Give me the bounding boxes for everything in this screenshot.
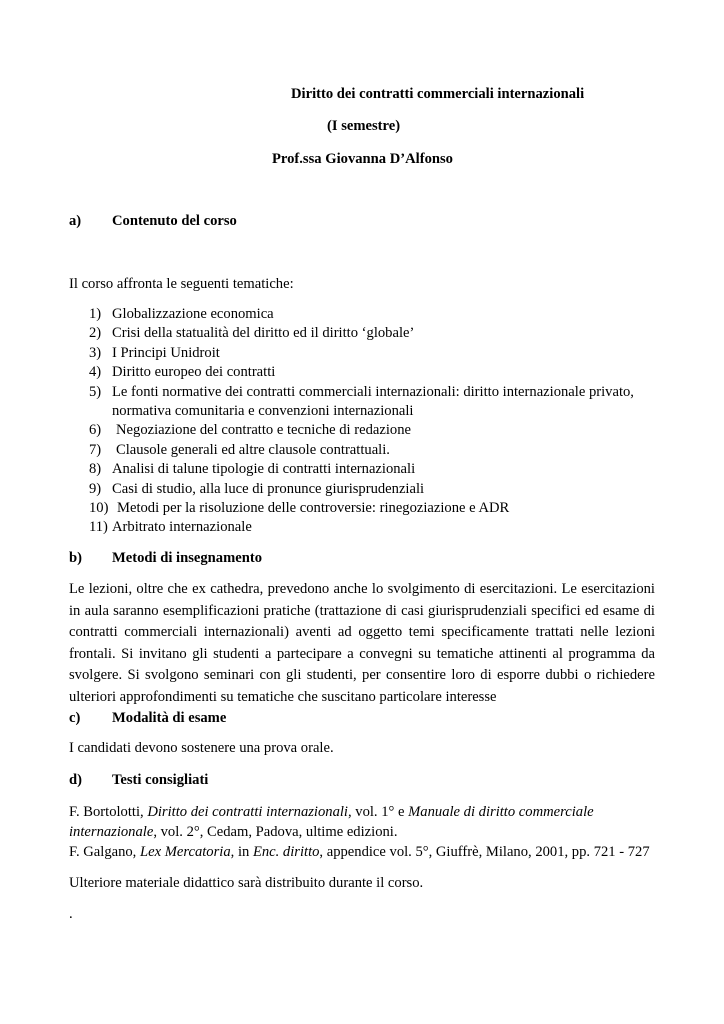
reference-detail: , vol. 1° e [347,804,409,820]
list-item [89,499,659,518]
list-item [89,518,659,537]
list-item-text: Clausole generali ed altre clausole contrattuali. [116,441,390,458]
list-item [89,460,659,479]
section-b-title: Metodi di insegnamento [112,550,262,566]
list-item-number: 6) [89,422,102,439]
paragraph-line: Le lezioni, oltre che ex cathedra, prevedono anche lo svolgimento di esercitazioni. Le esercitazioni [69,581,655,597]
list-item-text: Diritto europeo dei contratti [112,364,276,381]
reference-2 [69,842,650,862]
reference-author: F. Bortolotti, [69,804,148,820]
reference-detail: , vol. 2°, Cedam, Padova, ultime edizioni. [153,824,398,840]
list-item-text: Arbitrato internazionale [112,519,252,536]
list-item-number: 1) [89,306,102,322]
section-d-title: Testi consigliati [112,772,209,788]
paragraph-line: contratti commerciali internazionali) aventi ad oggetto temi specificamente trattati nelle lezioni [69,624,655,640]
reference-1 [69,802,650,822]
list-item-text: Metodi per la risoluzione delle controversie: rinegoziazione e ADR [117,499,510,516]
list-item-text-line2: normativa comunitaria e convenzioni internazionali [112,402,414,419]
teaching-methods-paragraph [69,579,655,708]
list-item-text-line1: Le fonti normative dei contratti commerciali internazionali: diritto internazionale privato, [112,383,634,400]
semester-label: (I semestre) [327,118,401,134]
list-item [89,324,659,343]
references [69,802,650,862]
list-item [89,383,659,422]
list-item-number: 7) [89,441,102,458]
reference-work-title: Manuale di diritto commerciale [408,804,594,820]
professor-name: Prof.ssa Giovanna D’Alfonso [272,151,453,167]
list-item-number: 2) [89,325,102,342]
list-item-number: 8) [89,461,102,478]
list-item-number: 11) [89,519,108,536]
list-item [89,305,659,324]
section-c-letter: c) [69,710,81,726]
list-item-text: Casi di studio, alla luce di pronunce giurisprudenziali [112,480,425,497]
list-item [89,421,659,440]
list-item [89,441,659,460]
paragraph-line: svolgere. Si svolgono seminari con gli studenti, per consentire loro di esporre dubbi o richiedere [69,667,655,683]
list-item [89,480,659,499]
reference-work-title: Enc. diritto [252,844,320,860]
list-item-number: 5) [89,383,102,400]
section-d-letter: d) [69,772,82,788]
reference-detail: , appendice vol. 5°, Giuffrè, Milano, 2001, pp. 721 - 727 [319,844,650,860]
list-item-text: I Principi Unidroit [112,344,220,361]
section-a-title: Contenuto del corso [112,213,237,229]
paragraph-line: in aula saranno esemplificazioni pratiche (trattazione di casi giurisprudenziali specifici ed esame di [69,602,655,619]
reference-work-title: Diritto dei contratti internazionali [147,804,348,820]
reference-work-title: internazionale [69,824,154,840]
list-item-number: 4) [89,364,102,381]
list-item-text: Crisi della statualità del diritto ed il diritto ‘globale’ [112,325,415,342]
section-a-letter: a) [69,213,82,229]
section-a-intro: Il corso affronta le seguenti tematiche: [69,276,294,292]
reference-work-title: Lex Mercatoria [139,844,231,860]
section-c-title: Modalità di esame [112,710,227,726]
reference-author: F. Galgano, [69,844,140,860]
reference-detail: , in [230,844,253,860]
list-item-text: Globalizzazione economica [112,306,274,322]
paragraph-line: ulteriori approfondimenti su tematiche che suscitano particolare interesse [69,688,497,705]
course-title: Diritto dei contratti commerciali internazionali [291,86,585,102]
list-item [89,344,659,363]
list-item-text: Negoziazione del contratto e tecniche di redazione [116,422,411,439]
list-item-number: 10) [89,499,109,516]
list-item-number: 3) [89,344,102,361]
list-item-text: Analisi di talune tipologie di contratti internazionali [112,461,416,478]
exam-mode-text: I candidati devono sostenere una prova orale. [69,740,334,756]
additional-material-note: Ulteriore materiale didattico sarà distribuito durante il corso. [69,875,424,891]
list-item-number: 9) [89,480,102,497]
topics-list [89,305,659,538]
paragraph-line: frontali. Si invitano gli studenti a partecipare a convegni su tematiche attinenti al programma da [69,645,655,662]
list-item-text [112,383,652,422]
reference-1-cont [69,822,650,842]
section-b-letter: b) [69,550,82,566]
list-item [89,363,659,382]
trailing-dot: . [69,906,73,922]
